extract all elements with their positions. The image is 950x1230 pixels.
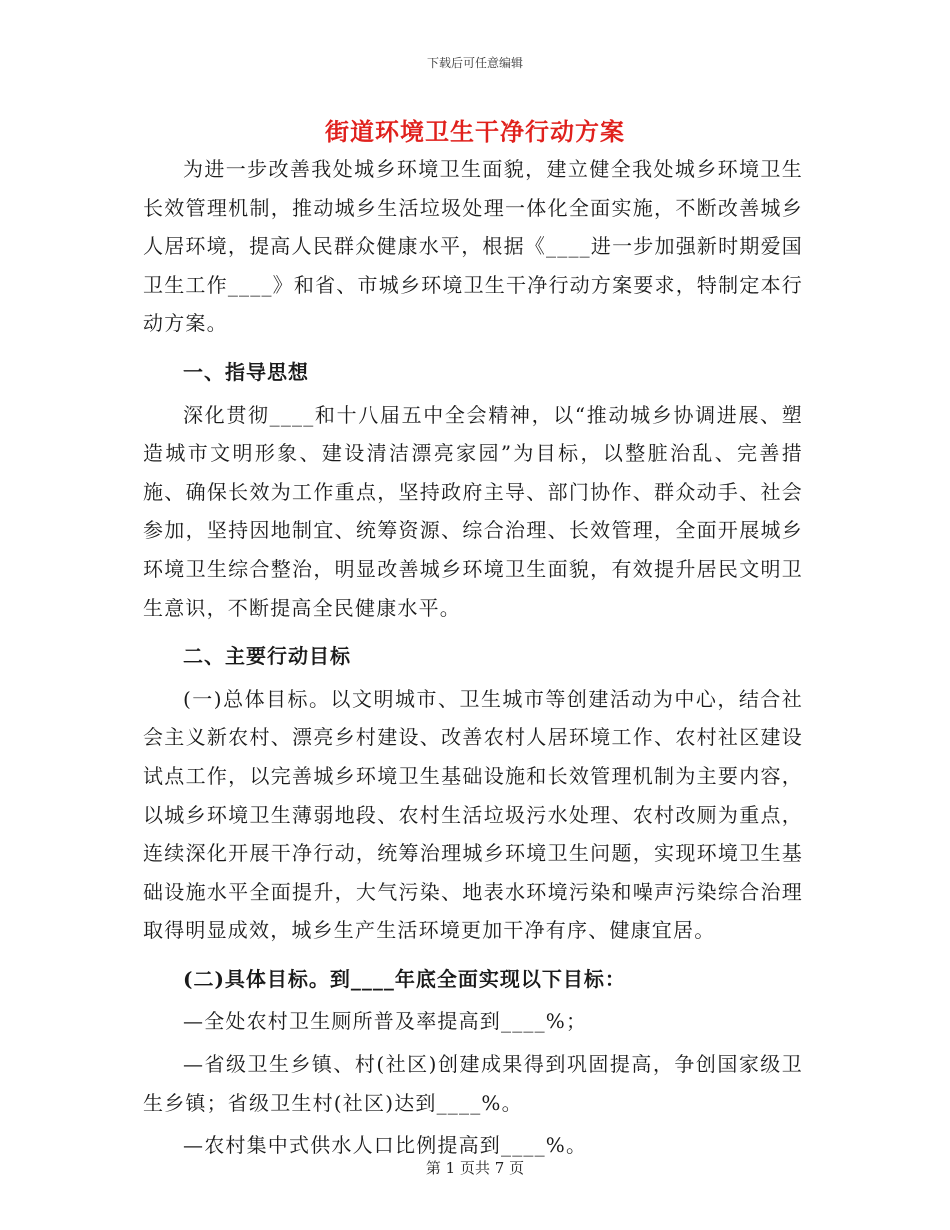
page-number: 第 1 页共 7 页 — [425, 1159, 525, 1177]
document-title: 街道环境卫生干净行动方案 — [325, 117, 625, 146]
goal-item-toilet-rate: —全处农村卫生厕所普及率提高到____%； — [183, 1009, 588, 1034]
goal-item-health-township: —省级卫生乡镇、村(社区)创建成果得到巩固提高，争创国家级卫生乡镇；省级卫生村(社区)达到____%。 — [143, 1052, 803, 1115]
guiding-ideology-paragraph: 深化贯彻____和十八届五中全会精神，以“推动城乡协调进展、塑造城市文明形象、建设清洁漂亮家园”为目标，以整脏治乱、完善措施、确保长效为工作重点，坚持政府主导、部门协作、群众动手、社会参加，坚持因地制宜、统筹资源、综合治理、长效管理，全面开展城乡环境卫生综合整治，明显改善城乡环境卫生面貌，有效提升居民文明卫生意识，不断提高全民健康水平。 — [143, 402, 803, 620]
header-note: 下载后可任意编辑 — [426, 56, 523, 70]
section-heading-action-goals: 二、主要行动目标 — [183, 644, 351, 669]
section-heading-guiding-ideology: 一、指导思想 — [183, 359, 309, 384]
goal-item-water-supply: —农村集中式供水人口比例提高到____%。 — [183, 1133, 588, 1158]
overall-goal-paragraph: (一)总体目标。以文明城市、卫生城市等创建活动为中心，结合社会主义新农村、漂亮乡村建设、改善农村人居环境工作、农村社区建设试点工作，以完善城乡环境卫生基础设施和长效管理机制为主要内容，以城乡环境卫生薄弱地段、农村生活垃圾污水处理、农村改厕为重点，连续深化开展干净行动，统筹治理城乡环境卫生问题，实现环境卫生基础设施水平全面提升，大气污染、地表水环境污染和噪声污染综合治理取得明显成效，城乡生产生活环境更加干净有序、健康宜居。 — [143, 686, 803, 943]
document-body — [143, 150, 803, 1165]
intro-paragraph: 为进一步改善我处城乡环境卫生面貌，建立健全我处城乡环境卫生长效管理机制，推动城乡生活垃圾处理一体化全面实施，不断改善城乡人居环境，提高人民群众健康水平，根据《____进一步加强新时期爱国卫生工作____》和省、市城乡环境卫生干净行动方案要求，特制定本行动方案。 — [143, 157, 803, 336]
section-heading-specific-goals: (二)具体目标。到____年底全面实现以下目标： — [183, 966, 626, 991]
